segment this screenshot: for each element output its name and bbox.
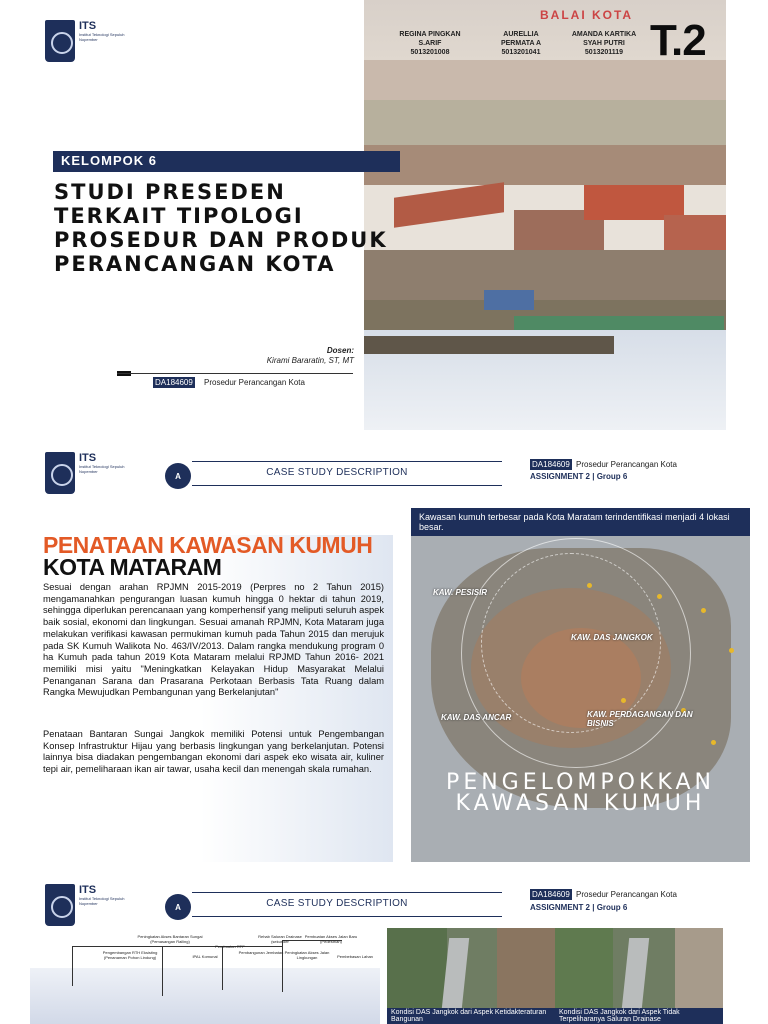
team-member-3 bbox=[568, 30, 640, 57]
case-study-page bbox=[0, 440, 768, 872]
header-rule-bottom bbox=[192, 916, 502, 917]
its-logo bbox=[45, 452, 129, 494]
divider bbox=[117, 373, 353, 374]
logo-subtitle: Institut Teknologi Sepuluh Nopember bbox=[79, 32, 125, 42]
header-rule-bottom bbox=[192, 485, 502, 486]
lecturer-label: Dosen: bbox=[326, 346, 354, 355]
section-badge: A bbox=[165, 463, 191, 489]
its-shield-icon bbox=[45, 20, 75, 62]
course-code-badge: DA184609 bbox=[532, 460, 570, 469]
heading-primary: PENATAAN KAWASAN KUMUH bbox=[43, 532, 373, 558]
diagram-label: Peningkatan Akses Bantaran Sungai (Pemasangan Railing) bbox=[137, 934, 203, 944]
task-tag: T.2 bbox=[650, 16, 706, 65]
title-line: PROSEDUR DAN PRODUK bbox=[54, 228, 388, 252]
group-label: KELOMPOK 6 bbox=[53, 151, 400, 172]
map-title-line-1: PENGELOMPOKKAN bbox=[446, 770, 715, 795]
its-logo bbox=[45, 20, 129, 62]
team-member-name: AMANDA KARTIKA SYAH PUTRI bbox=[571, 31, 637, 47]
course-name: Prosedur Perancangan Kota bbox=[576, 460, 677, 469]
diagram-label: Pembangunan Jembatan bbox=[238, 950, 284, 955]
section-badge: A bbox=[165, 894, 191, 920]
team-member-1 bbox=[397, 30, 463, 57]
cover-title bbox=[54, 180, 414, 276]
header-rule-top bbox=[192, 461, 502, 462]
logo-name: ITS bbox=[79, 20, 97, 32]
site-photo-1 bbox=[387, 928, 555, 1024]
map-label-pesisir: KAW. PESISIR bbox=[433, 588, 488, 597]
course-name: Prosedur Perancangan Kota bbox=[576, 890, 677, 899]
logo-name: ITS bbox=[79, 884, 97, 896]
logo-subtitle: Institut Teknologi Sepuluh Nopember bbox=[79, 896, 125, 906]
diagram-label: Pembuatan Akses Jalan Baru (Pedestrian) bbox=[304, 934, 358, 944]
header-rule-top bbox=[192, 892, 502, 893]
slum-area-map bbox=[411, 508, 750, 862]
team-member-name: AURELLIA PERMATA A bbox=[500, 31, 542, 47]
lecturer-block bbox=[210, 346, 354, 366]
title-line: STUDI PRESEDEN bbox=[54, 180, 286, 204]
title-line: TERKAIT TIPOLOGI bbox=[54, 204, 304, 228]
section-title: CASE STUDY DESCRIPTION bbox=[266, 898, 408, 909]
diagram-label: IPAL Komunal bbox=[192, 954, 218, 959]
title-line: PERANCANGAN KOTA bbox=[54, 252, 336, 276]
team-member-id: 5013201041 bbox=[501, 49, 541, 56]
its-logo bbox=[45, 884, 129, 926]
its-shield-icon bbox=[45, 884, 75, 926]
diagram-label: Peningkatan Akses Jalan Lingkungan bbox=[284, 950, 330, 960]
logo-name: ITS bbox=[79, 452, 97, 464]
team-member-name: REGINA PINGKAN S.ARIF bbox=[399, 31, 461, 47]
map-caption: Kawasan kumuh terbesar pada Kota Maratam terindentifikasi menjadi 4 lokasi besar. bbox=[411, 508, 750, 536]
course-code-badge: DA184609 bbox=[155, 378, 193, 387]
map-label-das-ancar: KAW. DAS ANCAR bbox=[441, 713, 512, 722]
its-shield-icon bbox=[45, 452, 75, 494]
diagram-label: Pengembangan RTH Eksisting (Penanaman Pohon Lindung) bbox=[102, 950, 158, 960]
map-title-line-2: KAWASAN KUMUH bbox=[455, 791, 706, 816]
lecturer-name: Kirami Bararatin, ST, MT bbox=[266, 356, 354, 365]
team-member-id: 5013201119 bbox=[584, 49, 624, 56]
diagram-label: Rehab Saluran Drainase (sekunder bbox=[258, 934, 302, 944]
map-label-das-jangkok: KAW. DAS JANGKOK bbox=[571, 633, 653, 642]
assignment-label: ASSIGNMENT 2 | Group 6 bbox=[530, 903, 628, 912]
section-title: CASE STUDY DESCRIPTION bbox=[266, 467, 408, 478]
photo-caption: Kondisi DAS Jangkok dari Aspek Ketidakteraturan Bangunan bbox=[387, 1008, 555, 1024]
map-label-perdagangan: KAW. PERDAGANGAN DAN BISNIS bbox=[587, 710, 693, 728]
heading-secondary: KOTA MATARAM bbox=[43, 554, 222, 580]
logo-subtitle: Institut Teknologi Sepuluh Nopember bbox=[79, 464, 125, 474]
case-study-page-2 bbox=[0, 876, 768, 1024]
assignment-label: ASSIGNMENT 2 | Group 6 bbox=[530, 472, 628, 481]
site-photo-2 bbox=[555, 928, 723, 1024]
zone-ring bbox=[481, 553, 661, 733]
team-member-2 bbox=[490, 30, 552, 57]
diagram-label: Pembuatan RTP bbox=[215, 944, 245, 949]
photo-caption: Kondisi DAS Jangkok dari Aspek Tidak Terpeliharanya Saluran Drainase bbox=[555, 1008, 723, 1024]
diagram-label: Pembebasan Lahan bbox=[337, 954, 373, 959]
course-name: Prosedur Perancangan Kota bbox=[204, 378, 305, 387]
diagram-connector bbox=[282, 940, 342, 992]
photo-sign: BALAI KOTA bbox=[540, 8, 634, 22]
team-member-id: 5013201008 bbox=[410, 49, 450, 56]
description-paragraph-2: Penataan Bantaran Sungai Jangkok memiliki Potensi untuk Pengembangan Konsep Infrastruktur Hijau yang berbasis lingkungan yang berkelanjutan. Potensi lainnya bisa diadakan pengembangan ekonomi dari aspek eko wisata air, kuliner tepi air, pemeliharaan ikan air tawar, usaha kecil dan menengah skala rumahan. bbox=[43, 729, 384, 775]
cover-page bbox=[0, 0, 768, 432]
description-paragraph-1: Sesuai dengan arahan RPJMN 2015-2019 (Perpres no 2 Tahun 2015) mengamanahkan pengurangan luasan kumuh hingga 0 hektar di tahun 2019, sehingga diperlukan perencanaan yang komperhensif yang meliputi seluruh aspek baik sosial, ekonomi dan lingkungan. Sesuai amanah RPJMN, Kota Mataram juga melakukan verifikasi kawasan permukiman kumuh pada Tahun 2015 dan merujuk pada SK Kumuh Walikota No. 463/IV/2013. Dalam rangka mendukung program 0 ha Kumuh pada tahun 2019 Kota Mataram melalui RPJMD Tahun 2016- 2021 memiliki misi yaitu "Meningkatkan Kelayakan Hidup Masyarakat Melalui Penanganan Sarana dan Prasarana Perkotaan Berbasis Tata Ruang dalam Rangka Mewujudkan Pembangunan yang Berkelanjutan" bbox=[43, 582, 384, 698]
course-code-badge: DA184609 bbox=[532, 890, 570, 899]
